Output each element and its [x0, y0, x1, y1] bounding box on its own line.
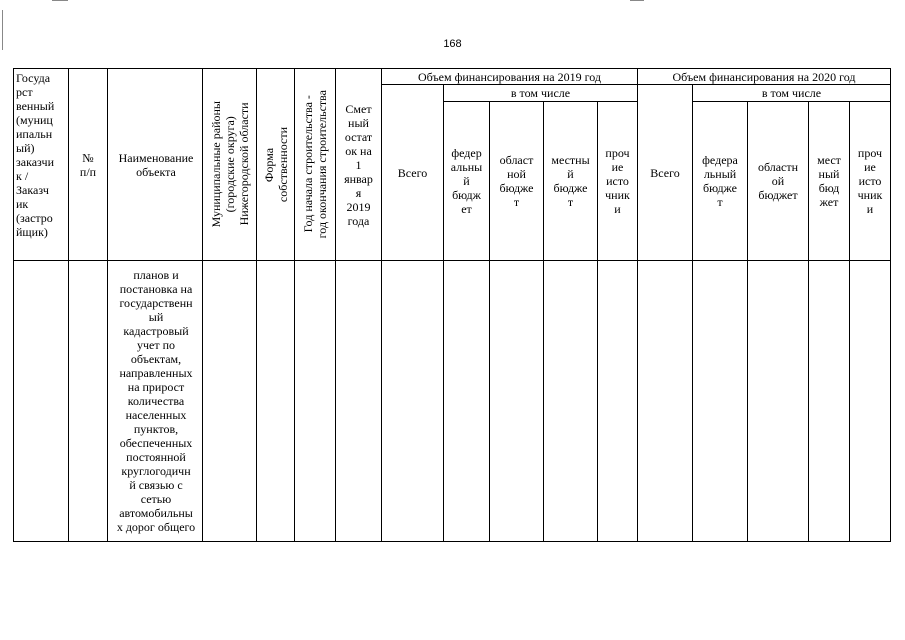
header-financing-2020: Объем финансирования на 2020 год — [638, 69, 891, 85]
page-number: 168 — [443, 38, 462, 50]
header-years — [295, 69, 336, 261]
header-2019-other: проч ие исто чник и — [598, 102, 638, 261]
cell-2020-total — [638, 261, 693, 542]
scan-artifact-top-right — [630, 0, 644, 1]
cell-ownership — [257, 261, 295, 542]
cell-estimate — [336, 261, 382, 542]
table-row — [14, 261, 891, 542]
cell-number — [69, 261, 108, 542]
header-2020-federal: федера льный бюдже т — [693, 102, 748, 261]
header-number: № п/п — [69, 69, 108, 261]
header-2019-including: в том числе — [444, 85, 638, 102]
header-ownership-text: Форма собственности — [261, 126, 290, 203]
cell-2019-local — [544, 261, 598, 542]
header-2020-including: в том числе — [693, 85, 891, 102]
header-2020-regional: областн ой бюджет — [748, 102, 809, 261]
header-2019-total: Всего — [382, 85, 444, 261]
scan-artifact-top-left — [52, 0, 68, 1]
header-ownership — [257, 69, 295, 261]
cell-object-name: планов и постановка на государственн ый кадастровый учет по объектам, направленных на прирост количества населенных пунктов, обеспеченных постоянной круглогодичн й связью с сетью автомобильны х дорог общего — [108, 261, 203, 542]
header-financing-2019: Объем финансирования на 2019 год — [382, 69, 638, 85]
cell-2019-total — [382, 261, 444, 542]
header-2020-total: Всего — [638, 85, 693, 261]
header-districts — [203, 69, 257, 261]
cell-2019-federal — [444, 261, 490, 542]
cell-years — [295, 261, 336, 542]
header-object-name: Наименование объекта — [108, 69, 203, 261]
cell-2020-federal — [693, 261, 748, 542]
header-estimate: Смет ный остат ок на 1 январ я 2019 года — [336, 69, 382, 261]
cell-customer — [14, 261, 69, 542]
financing-table — [13, 68, 891, 542]
header-years-text: Год начала строительства - год окончания строительства — [301, 90, 329, 239]
header-2019-local: местны й бюдже т — [544, 102, 598, 261]
cell-2019-regional — [490, 261, 544, 542]
cell-districts — [203, 261, 257, 542]
cell-2020-regional — [748, 261, 809, 542]
header-districts-text: Муниципальные районы (городские округа) Нижегородской области — [208, 101, 251, 228]
cell-2019-other — [598, 261, 638, 542]
cell-2020-local — [809, 261, 850, 542]
header-customer: Госуда рст венный (муниц ипальн ый) заказчи к / Заказч ик (застро йщик) — [14, 69, 69, 261]
header-2019-federal: федер альны й бюдж ет — [444, 102, 490, 261]
header-2020-other: проч ие исто чник и — [850, 102, 891, 261]
header-2020-local: мест ный бюд жет — [809, 102, 850, 261]
header-2019-regional: област ной бюдже т — [490, 102, 544, 261]
cell-2020-other — [850, 261, 891, 542]
